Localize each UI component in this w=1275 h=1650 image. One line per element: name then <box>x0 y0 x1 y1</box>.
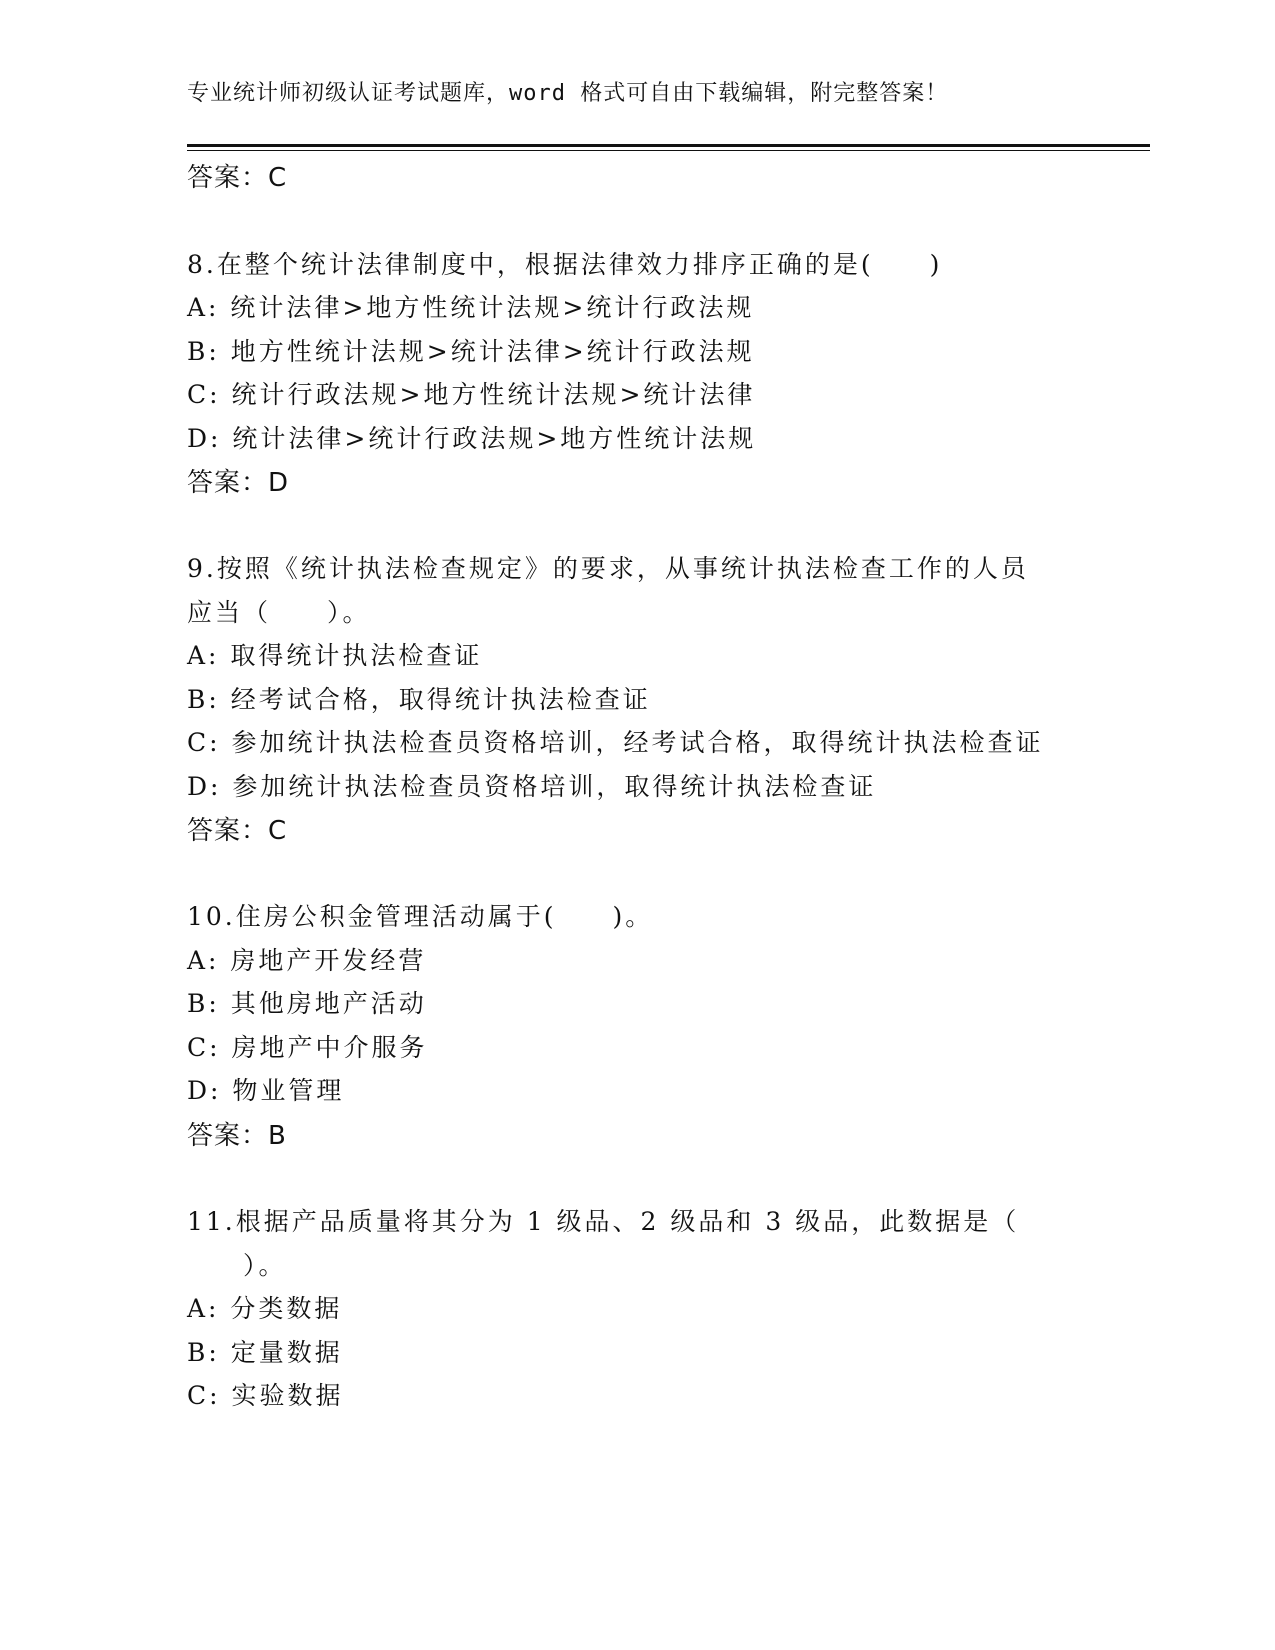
header-rule-thick <box>187 144 1150 147</box>
option-b: B: 定量数据 <box>187 1338 343 1367</box>
page-header: 专业统计师初级认证考试题库，word 格式可自由下载编辑，附完整答案！ <box>187 81 949 106</box>
option-b: B: 地方性统计法规>统计法律>统计行政法规 <box>187 337 755 366</box>
option-c: C: 实验数据 <box>187 1381 344 1410</box>
option-c: C: 统计行政法规>地方性统计法规>统计法律 <box>187 380 756 409</box>
question-text: 11.根据产品质量将其分为 1 级品、2 级品和 3 级品，此数据是（ <box>187 1207 1020 1236</box>
question-text-continued: 应当（ ）。 <box>187 598 371 627</box>
question-text: 8.在整个统计法律制度中，根据法律效力排序正确的是( ) <box>187 250 943 279</box>
answer-line: 答案：D <box>187 468 290 498</box>
answer-line: 答案：B <box>187 1121 287 1151</box>
option-a: A: 房地产开发经营 <box>187 946 427 975</box>
answer-line: 答案：C <box>187 816 288 846</box>
option-a: A: 统计法律>地方性统计法规>统计行政法规 <box>187 293 755 322</box>
option-d: D: 参加统计执法检查员资格培训，取得统计执法检查证 <box>187 772 877 801</box>
option-b: B: 经考试合格，取得统计执法检查证 <box>187 685 651 714</box>
option-c: C: 参加统计执法检查员资格培训，经考试合格，取得统计执法检查证 <box>187 728 1044 757</box>
question-text-continued: ）。 <box>187 1251 287 1280</box>
option-b: B: 其他房地产活动 <box>187 989 427 1018</box>
question-text: 9.按照《统计执法检查规定》的要求，从事统计执法检查工作的人员 <box>187 554 1029 583</box>
question-text: 10.住房公积金管理活动属于( )。 <box>187 902 654 931</box>
option-c: C: 房地产中介服务 <box>187 1033 428 1062</box>
answer-line: 答案：C <box>187 163 288 193</box>
header-rule-thin <box>187 150 1150 151</box>
option-d: D: 统计法律>统计行政法规>地方性统计法规 <box>187 424 757 453</box>
option-a: A: 分类数据 <box>187 1294 343 1323</box>
option-a: A: 取得统计执法检查证 <box>187 641 483 670</box>
option-d: D: 物业管理 <box>187 1076 345 1105</box>
